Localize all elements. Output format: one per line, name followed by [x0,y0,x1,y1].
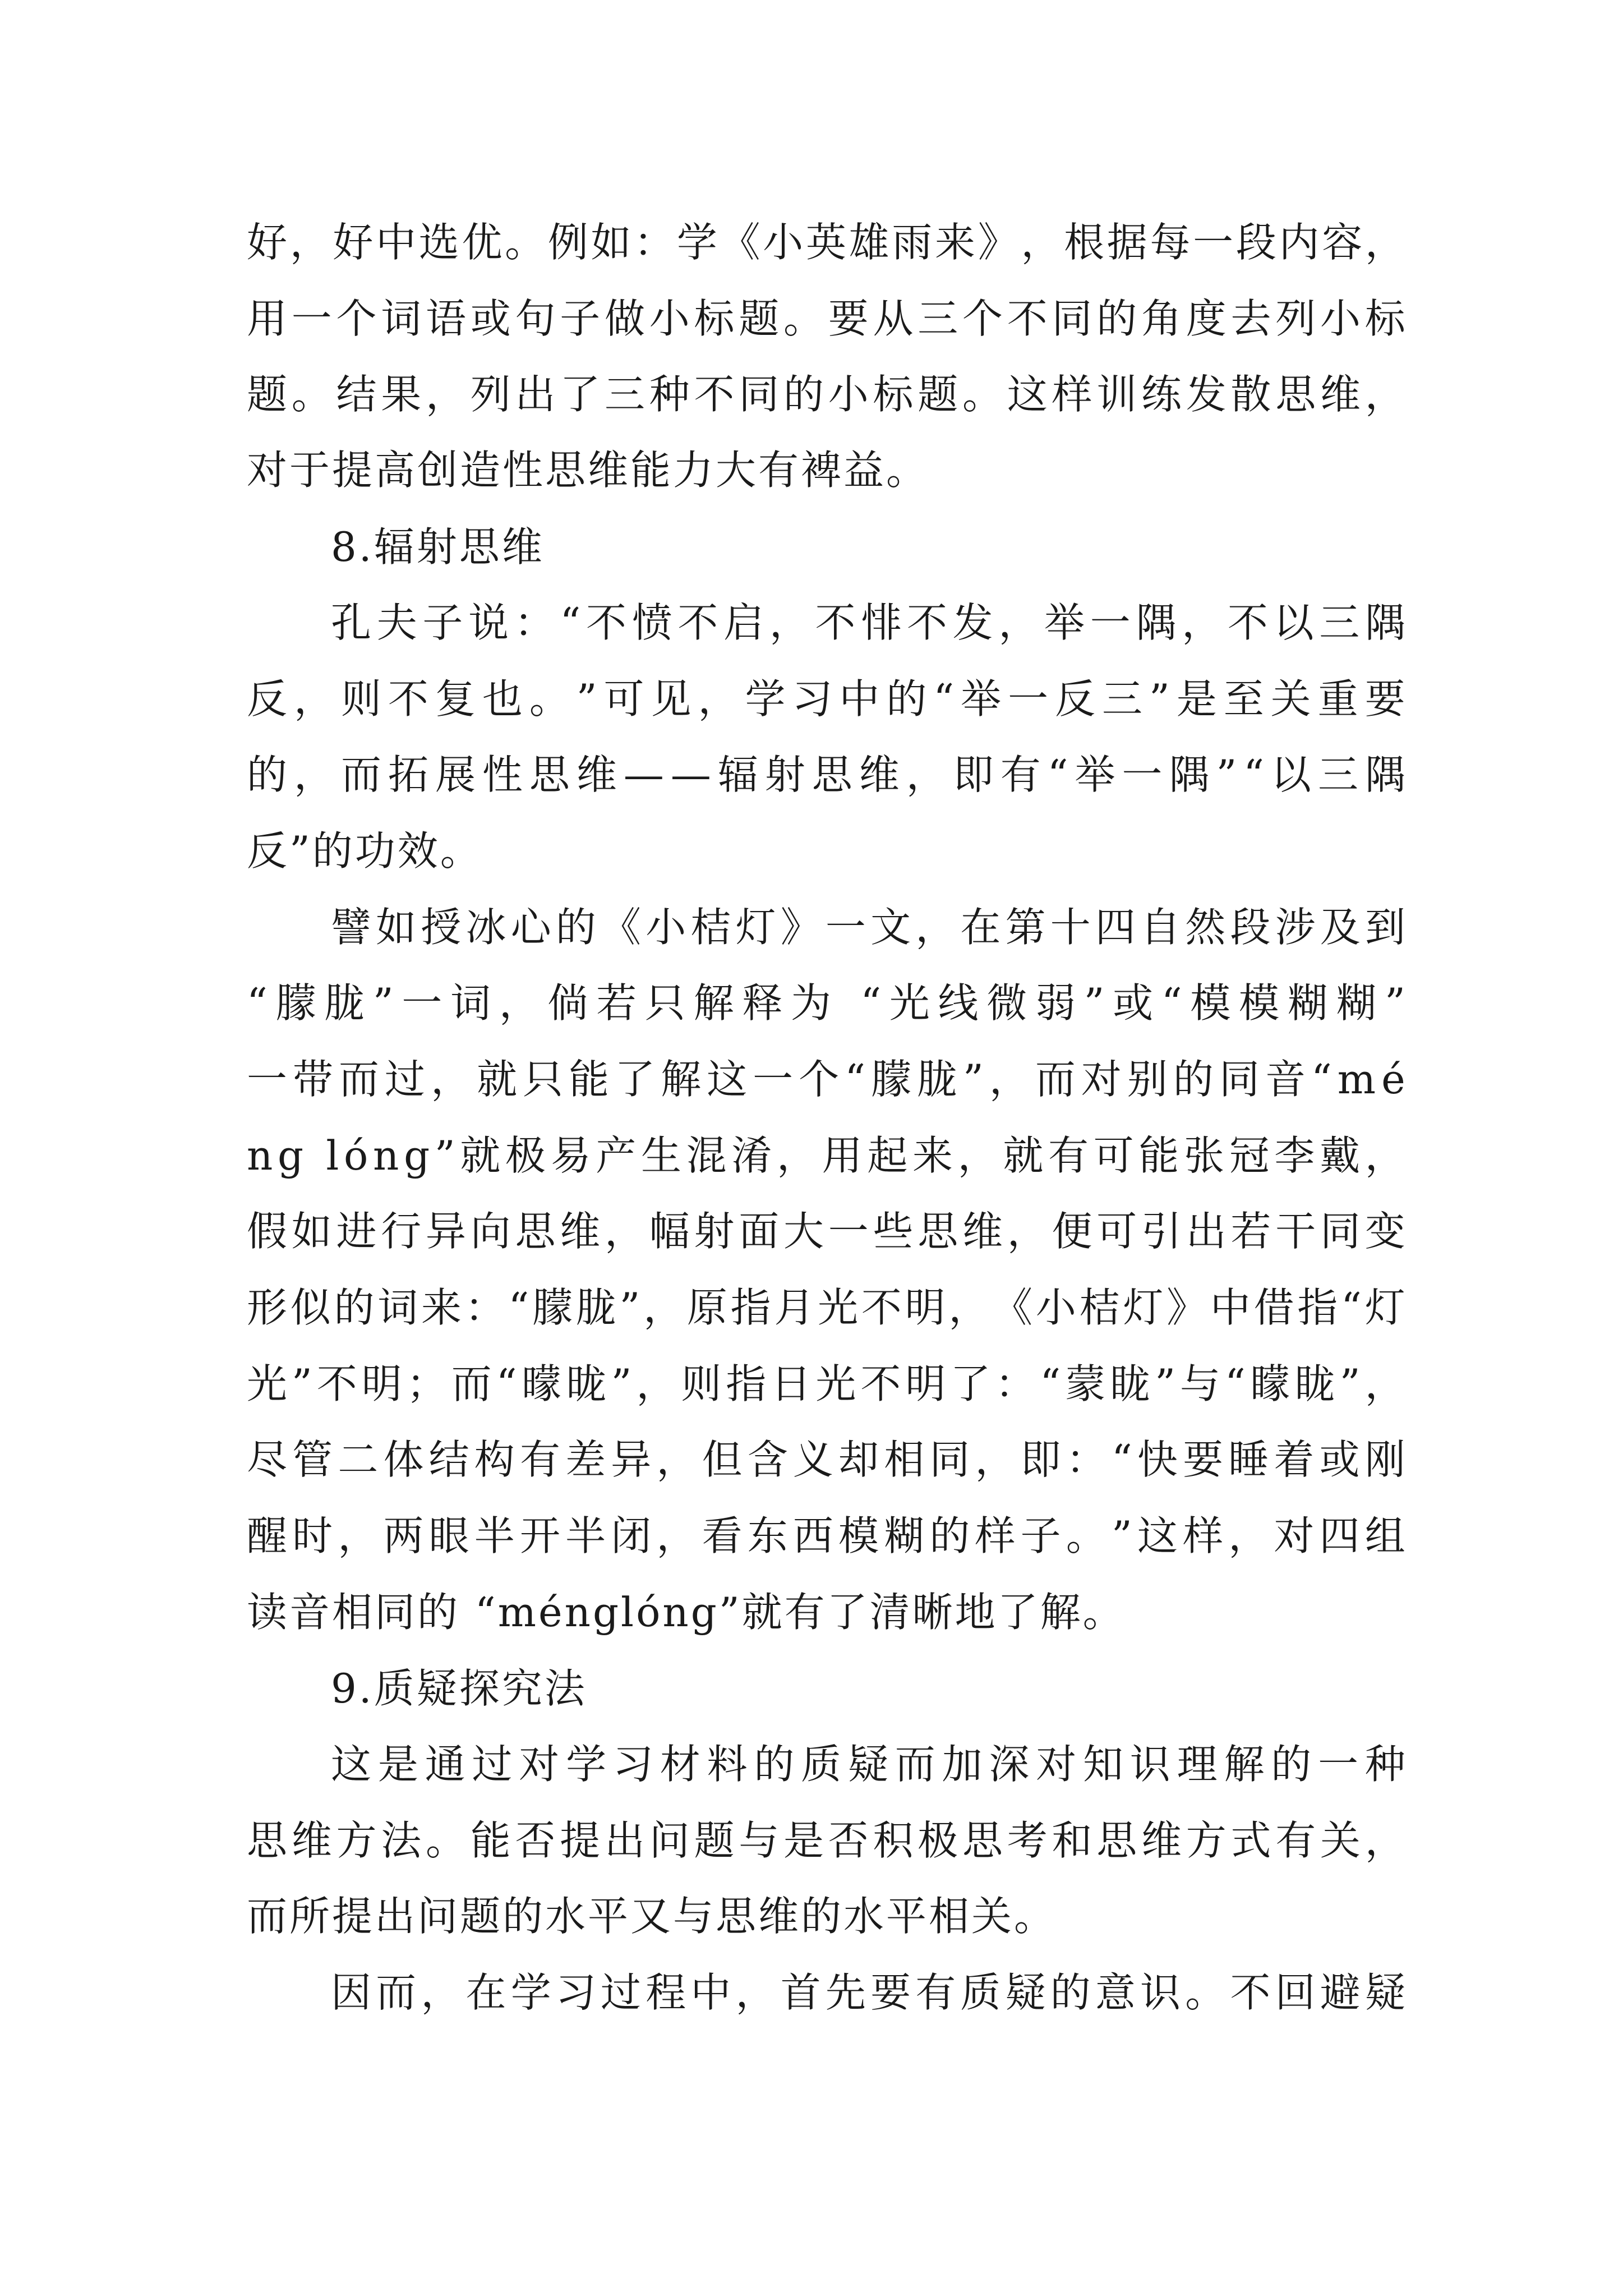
text-line: 对于提高创造性思维能力大有裨益。 [247,447,929,494]
text-line: 尽 管 二 体 结 构 有 差 异 ， 但 含 义 却 相 同 ， 即 ： “ 快 要 睡 着 或 刚 [247,1436,1408,1483]
text-line: 假 如 进 行 异 向 思 维 ， 幅 射 面 大 一 些 思 维 ， 便 可 引 出 若 干 同 变 [247,1208,1408,1255]
section-heading: 9.质疑探究法 [331,1665,587,1712]
text-line: “ 朦 胧 ” 一 词 ， 倘 若 只 解 释 为 “ 光 线 微 弱 ” 或 “ 模 模 糊 糊 ” [247,979,1408,1027]
text-line: 醒 时 ， 两 眼 半 开 半 闭 ， 看 东 西 模 糊 的 样 子 。 ” 这 样 ， 对 四 组 [247,1512,1408,1559]
text-line: 而所提出问题的水平又与思维的水平相关。 [247,1893,1057,1940]
text-line: n g l ó n g ” 就 极 易 产 生 混 淆 ， 用 起 来 ， 就 有 可 能 张 冠 李 戴 ， [247,1132,1408,1179]
text-line: 的 ， 而 拓 展 性 思 维 — — 辐 射 思 维 ， 即 有 “ 举 一 隅 ” “ 以 三 隅 [247,751,1408,798]
text-line: 譬 如 授 冰 心 的 《 小 桔 灯 》 一 文 ， 在 第 十 四 自 然 段 涉 及 到 [331,904,1408,951]
text-line: 光 ” 不 明 ； 而 “ 曚 昽 ” ， 则 指 日 光 不 明 了 ： “ 蒙 眬 ” 与 “ 矇 眬 ” ， [247,1360,1408,1407]
text-line: 一 带 而 过 ， 就 只 能 了 解 这 一 个 “ 朦 胧 ” ， 而 对 别 的 同 音 “ m é [247,1056,1408,1103]
text-line: 用 一 个 词 语 或 句 子 做 小 标 题 。 要 从 三 个 不 同 的 角 度 去 列 小 标 [247,295,1408,342]
text-line: 思 维 方 法 。 能 否 提 出 问 题 与 是 否 积 极 思 考 和 思 维 方 式 有 关 ， [247,1817,1408,1864]
text-line: 反 ， 则 不 复 也 。 ” 可 见 ， 学 习 中 的 “ 举 一 反 三 ” 是 至 关 重 要 [247,675,1408,723]
text-line: 孔 夫 子 说 ： “ 不 愤 不 启 ， 不 悱 不 发 ， 举 一 隅 ， 不 以 三 隅 [331,599,1408,646]
text-line: 反”的功效。 [247,827,483,875]
text-line: 这 是 通 过 对 学 习 材 料 的 质 疑 而 加 深 对 知 识 理 解 的 一 种 [331,1741,1408,1788]
text-line: 好 ， 好 中 选 优 。 例 如 ： 学 《 小 英 雄 雨 来 》 ， 根 据 每 一 段 内 容 ， [247,219,1408,266]
text-line: 形 似 的 词 来 ： “ 朦 胧 ” ， 原 指 月 光 不 明 ， 《 小 桔 灯 》 中 借 指 “ 灯 [247,1284,1408,1331]
section-heading: 8.辐射思维 [331,523,545,570]
text-line: 读音相同的 “ménglóng”就有了清晰地了解。 [247,1589,1126,1636]
text-line: 题 。 结 果 ， 列 出 了 三 种 不 同 的 小 标 题 。 这 样 训 练 发 散 思 维 ， [247,371,1408,418]
text-line: 因 而 ， 在 学 习 过 程 中 ， 首 先 要 有 质 疑 的 意 识 。 不 回 避 疑 [331,1969,1408,2016]
